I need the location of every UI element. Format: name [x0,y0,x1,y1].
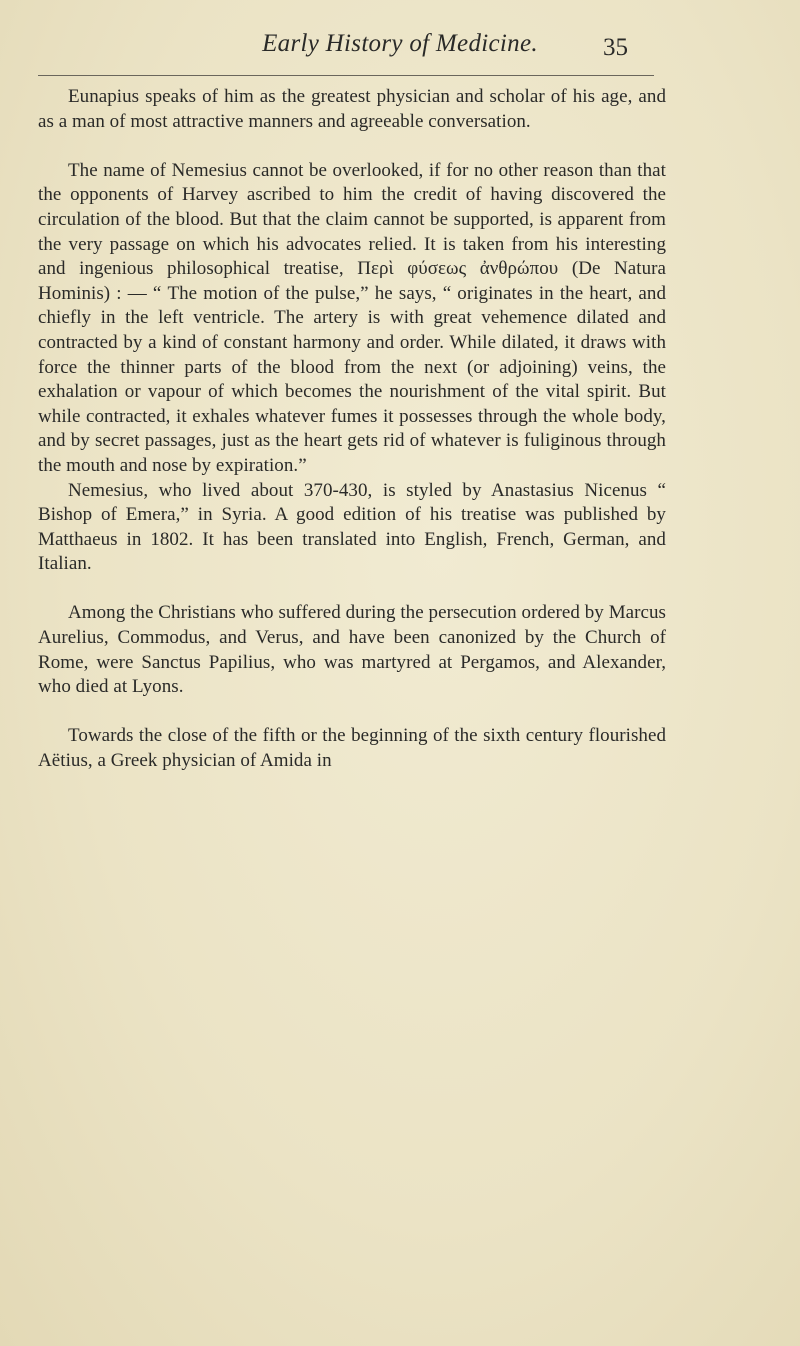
header-rule [38,75,654,76]
paragraph-christians: Among the Christians who suffered during the persecution ordered by Marcus Aurelius, Commodus, and Verus, and have been canonized by the Church of Rome, were Sanctus Papilius, who was martyred at Pergamos, and Alexander, who died at Lyons. [38,602,666,698]
paragraph-eunapius: Eunapius speaks of him as the greatest physician and scholar of his age, and as a man of most attractive manners and agreeable conversation. [38,86,666,132]
paragraph-nemesius: The name of Nemesius cannot be overlooked, if for no other reason than that the opponents of Harvey ascribed to him the credit of having discovered the circulation of the blood. But that the claim cannot be supported, is apparent from the very passage on which his advocates relied. It is taken from his interesting and ingenious philosophical treatise, Περὶ φύσεως ἀνθρώπου (De Natura Hominis) : — “ The motion of the pulse,” he says, “ originates in the heart, and chiefly in the left ventricle. The artery is with great vehemence dilated and contracted by a kind of constant harmony and order. While dilated, it draws with force the thinner parts of the blood from the next (or adjoining) veins, the exhalation or vapour of which becomes the nourishment of the vital spirit. But while contracted, it exhales whatever fumes it possesses through the whole body, and by secret passages, just as the heart gets rid of whatever is fuliginous through the mouth and nose by expiration.” [38,159,666,476]
body-text [38,85,666,774]
page-header [0,30,800,70]
paragraph-aetius: Towards the close of the fifth or the beginning of the sixth century flourished Aëtius, a Greek physician of Amida in [38,725,666,772]
paragraph-nemesius-bishop: Nemesius, who lived about 370-430, is styled by Anastasius Nicenus “ Bishop of Emera,” in Syria. A good edition of his treatise was published by Matthaeus in 1802. It has been translated into English, French, German, and Italian. [38,479,666,575]
running-title: Early History of Medicine. [262,30,538,57]
page-number: 35 [603,34,628,61]
